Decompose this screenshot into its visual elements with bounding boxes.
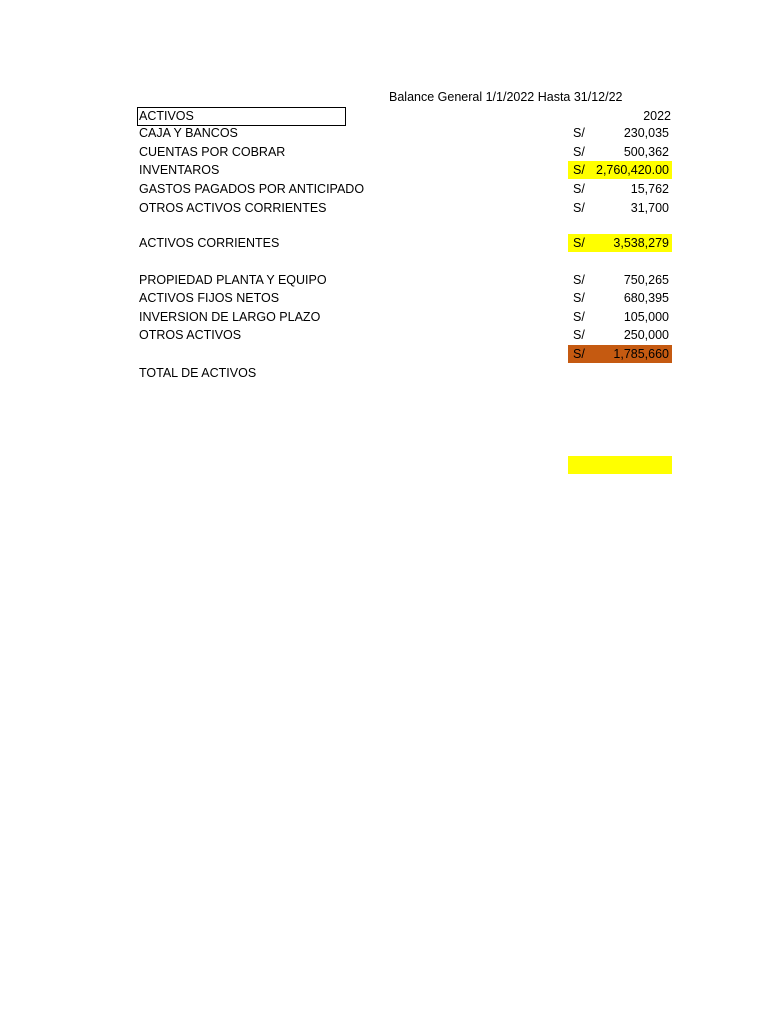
row-label-propiedad-planta: PROPIEDAD PLANTA Y EQUIPO	[139, 273, 327, 287]
amount-activos-fijos-netos[interactable]: 680,395	[623, 291, 669, 305]
row-label-cuentas-por-cobrar: CUENTAS POR COBRAR	[139, 145, 286, 159]
amount-otros-activos[interactable]: 250,000	[623, 328, 669, 342]
total-de-activos-label: TOTAL DE ACTIVOS	[139, 366, 257, 380]
row-label-caja-y-bancos: CAJA Y BANCOS	[139, 126, 238, 140]
currency-symbol: S/	[573, 201, 585, 215]
currency-symbol: S/	[573, 163, 585, 177]
amount-inventaros[interactable]: 2,760,420.00	[596, 163, 669, 177]
currency-symbol: S/	[573, 126, 585, 140]
row-label-activos-fijos-netos: ACTIVOS FIJOS NETOS	[139, 291, 280, 305]
amount-gastos-pagados[interactable]: 15,762	[630, 182, 669, 196]
activos-header-cell[interactable]: ACTIVOS	[137, 107, 346, 126]
currency-symbol: S/	[573, 310, 585, 324]
empty-yellow-cell[interactable]	[568, 456, 672, 474]
row-label-activos-corrientes: ACTIVOS CORRIENTES	[139, 236, 280, 250]
currency-symbol: S/	[573, 236, 585, 250]
sheet-title: Balance General 1/1/2022 Hasta 31/12/22	[389, 90, 623, 104]
currency-symbol: S/	[573, 347, 585, 361]
currency-symbol: S/	[573, 328, 585, 342]
row-label-gastos-pagados: GASTOS PAGADOS POR ANTICIPADO	[139, 182, 365, 196]
year-header: 2022	[643, 109, 671, 123]
currency-symbol: S/	[573, 145, 585, 159]
amount-propiedad-planta[interactable]: 750,265	[623, 273, 669, 287]
amount-caja-y-bancos[interactable]: 230,035	[623, 126, 669, 140]
row-label-otros-activos: OTROS ACTIVOS	[139, 328, 242, 342]
amount-cuentas-por-cobrar[interactable]: 500,362	[623, 145, 669, 159]
currency-symbol: S/	[573, 291, 585, 305]
currency-symbol: S/	[573, 273, 585, 287]
currency-symbol: S/	[573, 182, 585, 196]
row-label-otros-activos-corrientes: OTROS ACTIVOS CORRIENTES	[139, 201, 327, 215]
row-label-inversion-largo-plazo: INVERSION DE LARGO PLAZO	[139, 310, 321, 324]
amount-subtotal[interactable]: 1,785,660	[613, 347, 669, 361]
amount-activos-corrientes[interactable]: 3,538,279	[613, 236, 669, 250]
amount-otros-activos-corrientes[interactable]: 31,700	[630, 201, 669, 215]
amount-inversion-largo-plazo[interactable]: 105,000	[623, 310, 669, 324]
row-label-inventaros: INVENTAROS	[139, 163, 220, 177]
